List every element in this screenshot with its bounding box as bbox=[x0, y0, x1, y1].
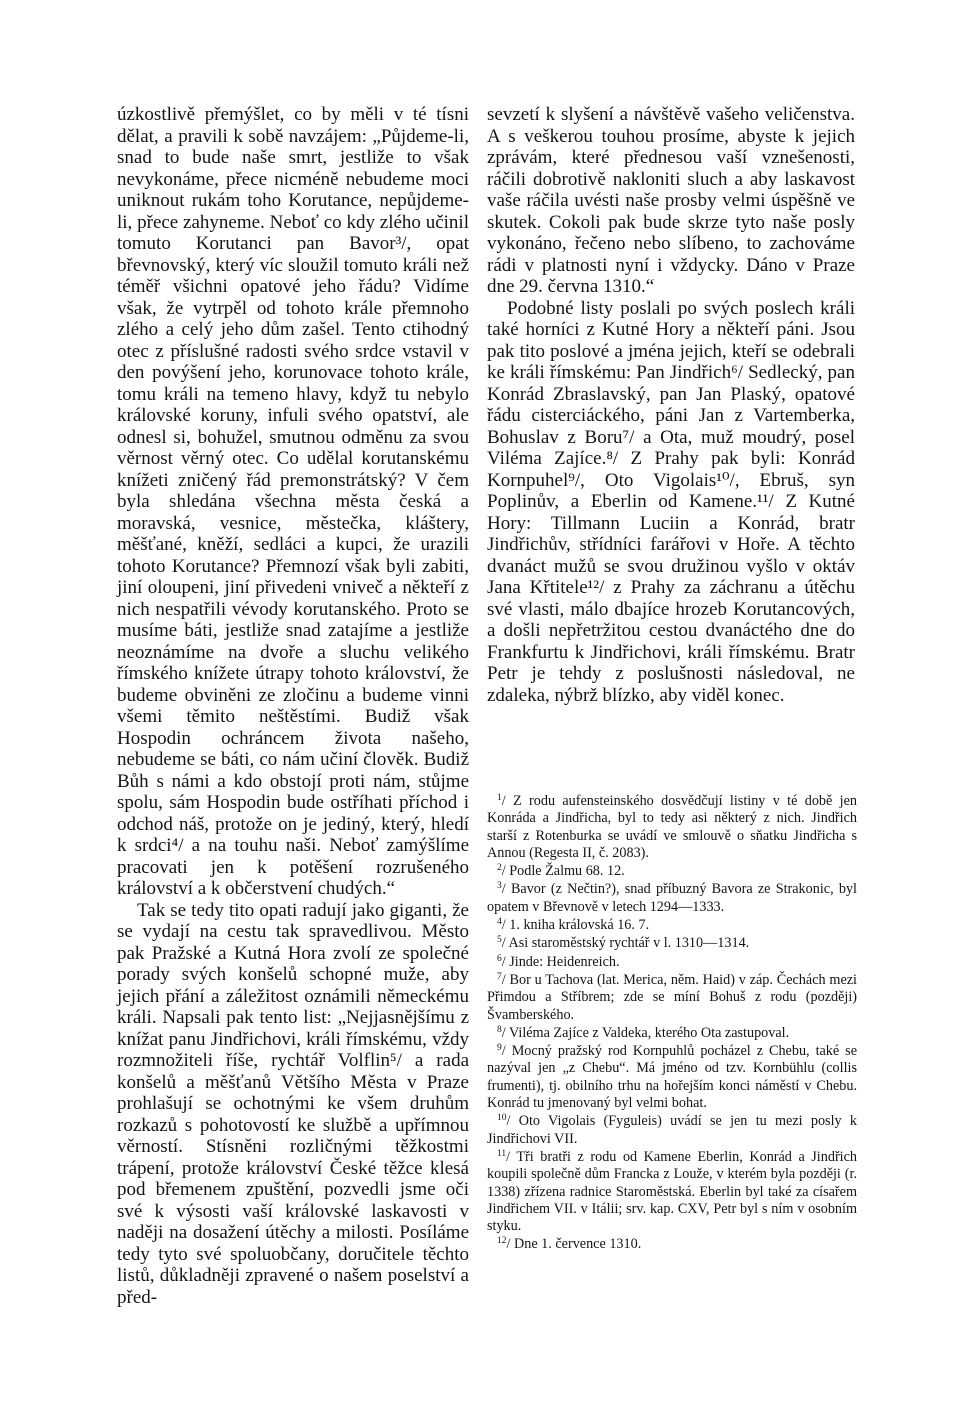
paragraph: Tak se tedy tito opati radují jako giganti, že se vydají na cestu tak spravedlivou. Město pak Pražské a Kutná Hora zvolí ze společné porady svých konšelů schopné muže, aby jejich přání a záležitost oznámili německému králi. Napsali pak tento list: „Nejjasnějšímu z knížat panu Jindřichovi, králi římskému, vždy rozmnožiteli říše, rychtář Volflin⁵/ a rada konšelů a měšťanů Většího Města v Praze prohlašují se ochotnými ke všem druhům rozkazů s pohotovostí ke službě a upřímnou věrností. Stísněni rozličnými těžkostmi trápení, protože království České těžce klesá pod břemenem zpuštění, pozvedli jsme oči své k výsosti vaší královské laskavosti v naději na dosažení útěchy a milosti. Posíláme tedy tyto své spoluobčany, doručitele těchto listů, důkladněji zpravené o našem poselství a před- bbox=[117, 899, 469, 1308]
footnote-number: 4 bbox=[497, 917, 502, 928]
paragraph: úzkostlivě přemýšlet, co by měli v té tísni dělat, a pravili k sobě navzájem: „Půjdeme-li, snad to bude naše smrt, jestliže to však nevykonáme, přece nicméně nebudeme moci uniknout rukám toho Korutance, nepůjdeme-li, přece zahyneme. Neboť co kdy zlého učinil tomuto Korutanci pan Bavor³/, opat břevnovský, který víc sloužil tomuto králi než téměř všichni opatové jeho řádu? Vidíme však, že vytrpěl od tohoto krále přemnoho zlého a celý jeho dům zašel. Tento ctihodný otec z příslušné radosti svého srdce vstavil v den povýšení jeho, korunovace tohoto krále, tomu králi na temeno hlavy, když tu nebylo královské koruny, infuli svého opatství, ale odnesl si, bohužel, smutnou odměnu za svou věrnost věrný otec. Co udělal korutanskému knížeti zničený řád premonstrátský? V čem byla shledána všechna města česká a moravská, vesnice, městečka, kláštery, měšťané, kněží, sedláci a kupci, že urazili tohoto Korutance? Přemnozí však byli zabiti, jiní oloupeni, jiní přivedeni vniveč a někteří z nich nespatřili vévody korutanského. Proto se musíme báti, jestliže snad zatajíme a jestliže neoznámíme na dvoře a sluchu velikého římského knížete útrapy tohoto království, že budeme obviněni ze zločinu a budeme vinni všemi těmito neštěstími. Budiž však Hospodin ochráncem života našeho, nebudeme se báti, co nám učiní člověk. Budiž Bůh s námi a kdo obstojí proti nám, stůjme spolu, sám Hospodin bude ostříhati příchod i odchod náš, protože on je jediný, který, hledí k srdci⁴/ a na touhu naši. Neboť zamýšlíme pracovati jen k potěšení rozrušeného království a k občerstvení chudých.“ bbox=[117, 104, 469, 899]
footnote: $^{11}$/ Tři bratři z rodu od Kamene Eberlin, Konrád a Jindřich koupili společně dům Francka z Louže, v kterém byla později (r. 1338) zřízena radnice Staroměstská. Eberlin byl také za císařem Jindřichem VII. v Itálii; srv. kap. CXV, Petr byl s ním v osobním styku. bbox=[487, 1148, 857, 1235]
footnote: $^5$/ Asi staroměstský rychtář v l. 1310—1314. bbox=[497, 935, 750, 952]
footnote: $^8$/ Viléma Zajíce z Valdeka, kterého Ota zastupoval. bbox=[497, 1024, 790, 1041]
footnote-text: Oto Vigolais (Fyguleis) uvádí se jen tu mezi posly k Jindřichovi VII. bbox=[487, 1113, 857, 1147]
footnote-text: Viléma Zajíce z Valdeka, kterého Ota zastupoval. bbox=[508, 1024, 790, 1041]
footnote-number: 6 bbox=[497, 953, 502, 964]
footnote-text: Z rodu aufensteinského dosvědčují listiny v té době jen Konráda a Jindřicha, byl to tedy asi některý z nich. Jindřich starší z Rotenburka se uvádí ve smlouvě o sňatku Jindřicha s Annou (Regesta II, č. 2083). bbox=[487, 793, 857, 861]
footnote-number: 10 bbox=[497, 1113, 507, 1124]
footnote-number: 11 bbox=[497, 1148, 507, 1159]
footnote-text: Bavor (z Nečtin?), snad příbuzný Bavora ze Strakonic, byl opatem v Břevnově v letech 1294—1333. bbox=[487, 881, 857, 915]
paragraph: sevzetí k slyšení a návštěvě vašeho veličenstva. A s veškerou touhou prosíme, abyste k jejich zprávám, které přednesou vaší vznešenosti, ráčili dobrotivě nakloniti sluch a aby laskavost vaše ráčila uvésti naše prosby velmi úspěšně ve skutek. Cokoli pak bude skrze tyto naše posly vykonáno, řečeno nebo slíbeno, to zachováme rádi v platnosti nyní i vždycky. Dáno v Praze dne 29. června 1310.“ bbox=[487, 104, 855, 297]
footnote-number: 2 bbox=[497, 863, 502, 874]
footnote-number: 3 bbox=[497, 881, 502, 892]
footnote: $^2$/ Podle Žalmu 68. 12. bbox=[497, 863, 625, 880]
footnote: $^9$/ Mocný pražský rod Kornpuhlů pocházel z Chebu, také se nazýval jen „z Chebu“. Má jméno od tzv. Kornbühlu (collis frumenti), tj. obilního trhu na hořejším konci náměstí v Chebu. Konrád tu jmenovaný byl velmi bohat. bbox=[487, 1043, 857, 1112]
footnote: $^1$/ Z rodu aufensteinského dosvědčují listiny v té době jen Konráda a Jindřicha, byl to tedy asi některý z nich. Jindřich starší z Rotenburka se uvádí ve smlouvě o sňatku Jindřicha s Annou (Regesta II, č. 2083). bbox=[487, 793, 857, 861]
footnote-text: Bor u Tachova (lat. Merica, něm. Haid) v záp. Čechách mezi Přimdou a Stříbrem; zde se míní Bohuš z rodu (později) Švamberského. bbox=[487, 971, 857, 1023]
footnote-text: Tři bratři z rodu od Kamene Eberlin, Konrád a Jindřich koupili společně dům Francka z Louže, v kterém byla později (r. 1338) zřízena radnice Staroměstská. Eberlin byl také za císařem Jindřichem VII. v Itálii; srv. kap. CXV, Petr byl s ním v osobním styku. bbox=[487, 1148, 857, 1235]
footnote-number: 8 bbox=[497, 1024, 502, 1035]
footnote: $^3$/ Bavor (z Nečtin?), snad příbuzný Bavora ze Strakonic, byl opatem v Břevnově v letech 1294—1333. bbox=[487, 881, 857, 915]
footnote-text: Asi staroměstský rychtář v l. 1310—1314. bbox=[508, 935, 750, 952]
footnote-text: Dne 1. července 1310. bbox=[514, 1236, 642, 1253]
footnote: $^{10}$/ Oto Vigolais (Fyguleis) uvádí se jen tu mezi posly k Jindřichovi VII. bbox=[487, 1113, 857, 1147]
footnote-number: 5 bbox=[497, 935, 502, 946]
footnote: $^4$/ 1. kniha královská 16. 7. bbox=[497, 917, 650, 934]
paragraph: Podobné listy poslali po svých poslech králi také horníci z Kutné Hory a někteří páni. Jsou pak tito poslové a jména jejich, kteří se odebrali ke králi římskému: Pan Jindřich⁶/ Sedlecký, pan Konrád Zbraslavský, pan Jan Plaský, opatové řádu cisterciáckého, páni Jan z Vartemberka, Bohuslav z Boru⁷/ a Ota, muž moudrý, posel Viléma Zajíce.⁸/ Z Prahy pak byli: Konrád Kornpuhel⁹/, Oto Vigolais¹⁰/, Ebruš, syn Poplinův, a Eberlin od Kamene.¹¹/ Z Kutné Hory: Tillmann Luciin a Konrád, bratr Jindřichův, střídníci farářovi v Hoře. A těchto dvanáct mužů se svou družinou vyšlo v oktáv Jana Křtitele¹²/ z Prahy za záchranu a útěchu své vlasti, málo dbajíce hrozeb Korutancových, a došli nepřetržitou cestou dvanáctého dne do Frankfurtu k Jindřichovi, králi římskému. Bratr Petr je tehdy z poslušnosti následoval, ne zdaleka, nýbrž blízko, aby viděl konec. bbox=[487, 297, 855, 706]
footnote-text: 1. kniha královská 16. 7. bbox=[509, 917, 650, 934]
footnote-number: 1 bbox=[497, 793, 502, 803]
footnote-number: 9 bbox=[497, 1043, 502, 1054]
footnote-number: 7 bbox=[497, 971, 502, 982]
footnote-number: 12 bbox=[497, 1236, 507, 1247]
left-column bbox=[117, 104, 469, 1308]
footnote-text: Mocný pražský rod Kornpuhlů pocházel z Chebu, také se nazýval jen „z Chebu“. Má jméno od tzv. Kornbühlu (collis frumenti), tj. obilního trhu na hořejším konci náměstí v Chebu. Konrád tu jmenovaný byl velmi bohat. bbox=[487, 1043, 857, 1112]
footnote-text: Jinde: Heidenreich. bbox=[509, 953, 620, 970]
right-column bbox=[487, 104, 855, 706]
footnote-text: Podle Žalmu 68. 12. bbox=[509, 863, 625, 880]
footnote: $^{12}$/ Dne 1. července 1310. bbox=[497, 1236, 642, 1253]
footnotes bbox=[487, 793, 857, 1255]
footnote: $^7$/ Bor u Tachova (lat. Merica, něm. Haid) v záp. Čechách mezi Přimdou a Stříbrem; zde se míní Bohuš z rodu (později) Švamberského. bbox=[487, 971, 857, 1023]
footnote: $^6$/ Jinde: Heidenreich. bbox=[497, 953, 620, 970]
